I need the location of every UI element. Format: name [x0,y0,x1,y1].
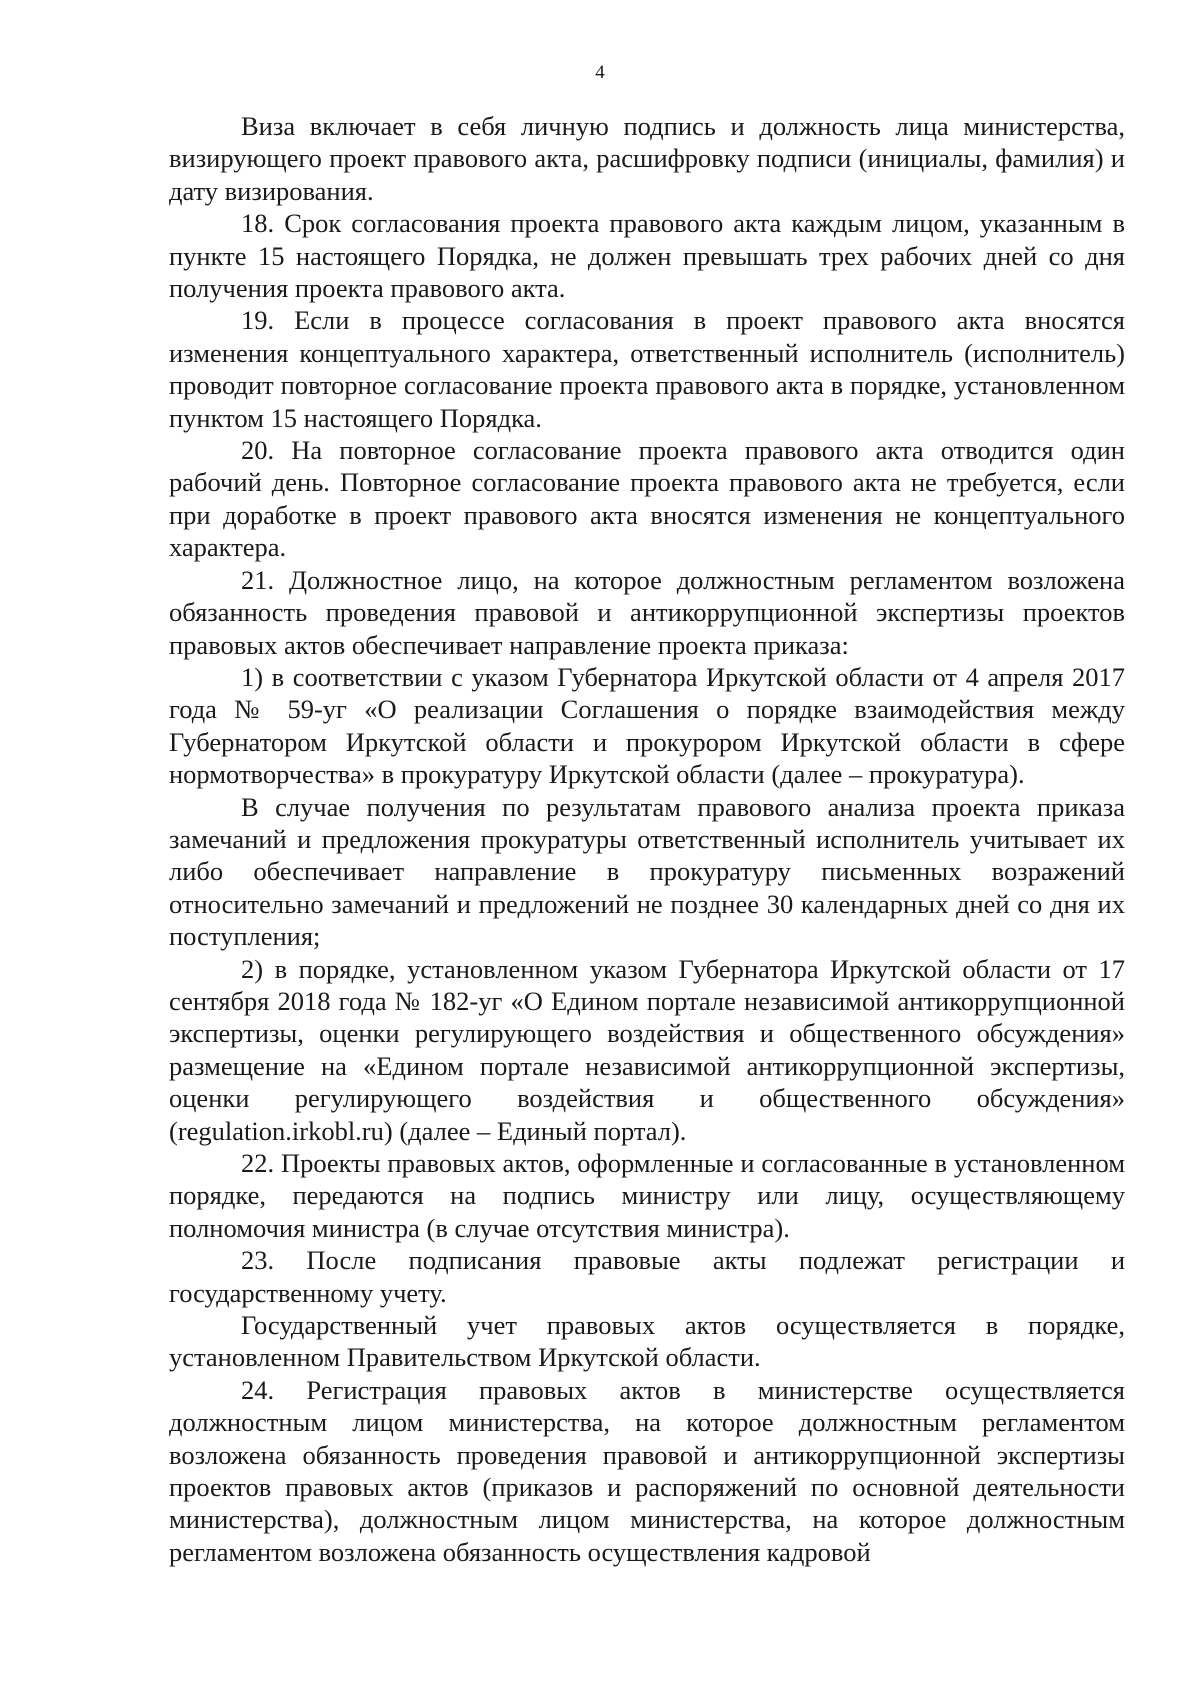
paragraph-21: 21. Должностное лицо, на которое должностным регламентом возложена обязанность проведения правовой и антикоррупционной экспертизы проектов правовых актов обеспечивает направление проекта приказа: [169,564,1125,660]
paragraph-21-item-1: 1) в соответствии с указом Губернатора Иркутской области от 4 апреля 2017 года № 59-уг «О реализации Соглашения о порядке взаимодействия между Губернатором Иркутской области и прокурором Иркутской области в сфере нормотворчества» в прокуратуру Иркутской области (далее – прокуратура). [169,661,1125,790]
paragraph-state-registry: Государственный учет правовых актов осуществляется в порядке, установленном Правительством Иркутской области. [169,1310,1125,1373]
paragraph-visa: Виза включает в себя личную подпись и должность лица министерства, визирующего проект правового акта, расшифровку подписи (инициалы, фамилия) и дату визирования. [169,111,1125,206]
paragraph-18: 18. Срок согласования проекта правового акта каждым лицом, указанным в пункте 15 настоящего Порядка, не должен превышать трех рабочих дней со дня получения проекта правового акта. [169,208,1125,304]
paragraph-20: 20. На повторное согласование проекта правового акта отводится один рабочий день. Повторное согласование проекта правового акта не требуется, если при доработке в проект правового акта вносятся изменения не концептуального характера. [169,435,1125,563]
document-body [169,110,1125,1568]
paragraph-22: 22. Проекты правовых актов, оформленные и согласованные в установленном порядке, передаются на подпись министру или лицу, осуществляющему полномочия министра (в случае отсутствия министра). [169,1148,1125,1243]
paragraph-21-item-1-note: В случае получения по результатам правового анализа проекта приказа замечаний и предложения прокуратуры ответственный исполнитель учитывает их либо обеспечивает направление в прокуратуру письменных возражений относительно замечаний и предложений не позднее 30 календарных дней со дня их поступления; [169,791,1125,952]
paragraph-24: 24. Регистрация правовых актов в министерстве осуществляется должностным лицом министерства, на которое должностным регламентом возложена обязанность проведения правовой и антикоррупционной экспертизы проектов правовых актов (приказов и распоряжений по основной деятельности министерства), должностным лицом министерства, на которое должностным регламентом возложена обязанность осуществления кадровой [169,1374,1125,1567]
paragraph-21-item-2: 2) в порядке, установленном указом Губернатора Иркутской области от 17 сентября 2018 года № 182-уг «О Едином портале независимой антикоррупционной экспертизы, оценки регулирующего воздействия и общественного обсуждения» размещение на «Едином портале независимой антикоррупционной экспертизы, оценки регулирующего воздействия и общественного обсуждения» (regulation.irkobl.ru) (далее – Единый портал). [169,953,1125,1146]
page-number: 4 [595,62,605,83]
paragraph-19: 19. Если в процессе согласования в проект правового акта вносятся изменения концептуального характера, ответственный исполнитель (исполнитель) проводит повторное согласование проекта правового акта в порядке, установленном пунктом 15 настоящего Порядка. [169,305,1125,433]
paragraph-23: 23. После подписания правовые акты подлежат регистрации и государственному учету. [169,1245,1125,1308]
